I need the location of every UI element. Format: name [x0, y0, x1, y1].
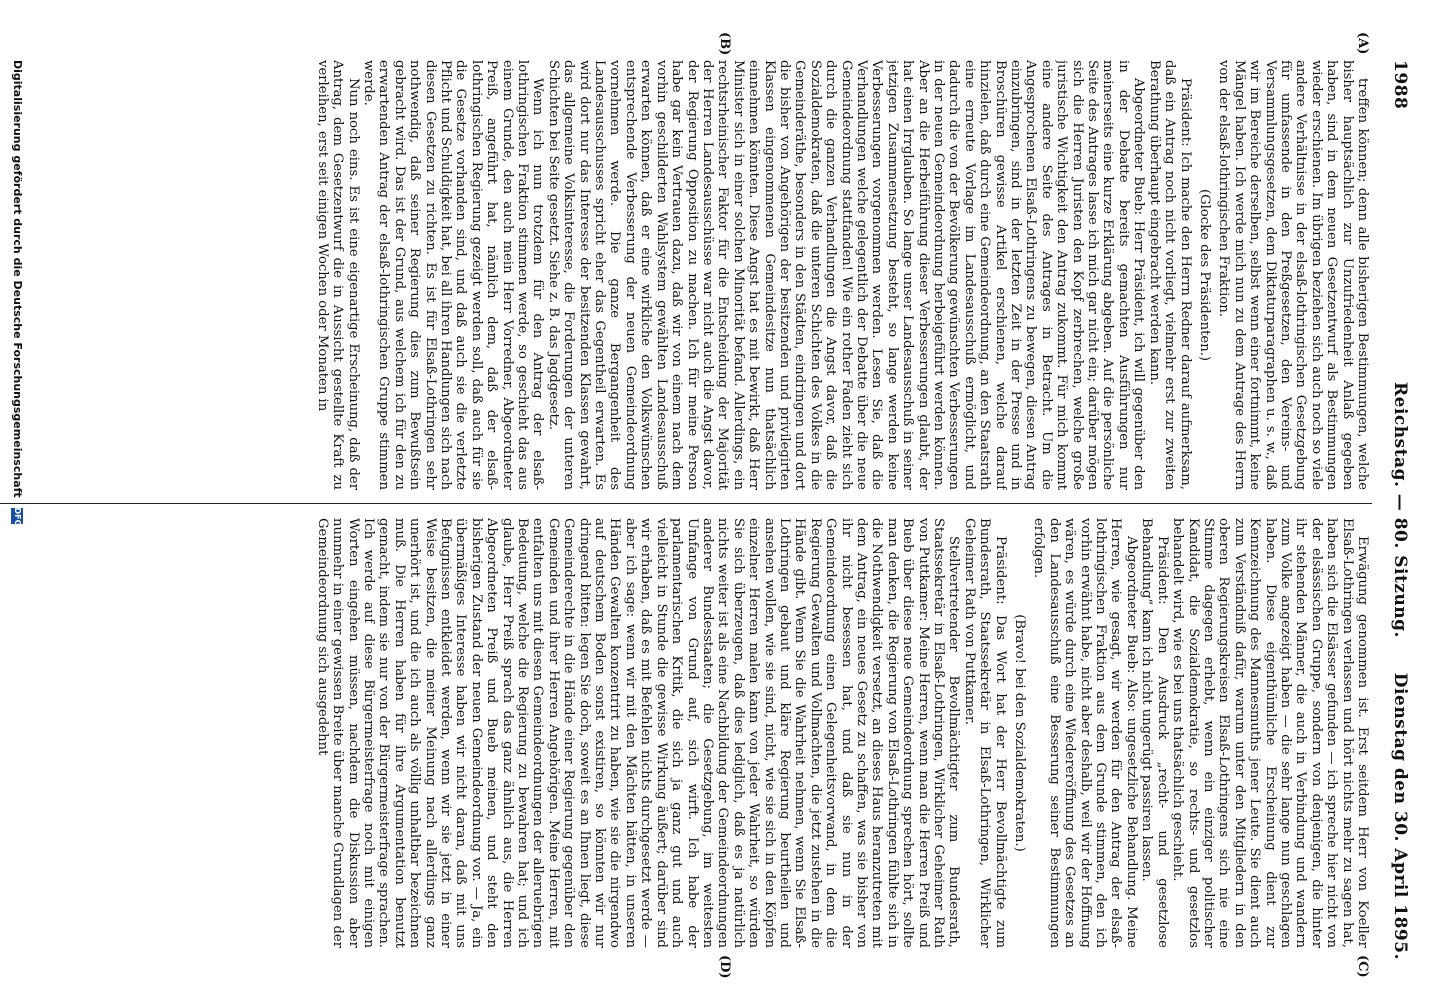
- paragraph: Präsident: Das Wort hat der Herr Bevollmächtigte zum Bundesrath, Staatssekretär in Elsaß-Lothringen, Wirklicher Geheimer Rath von Puttkamer.: [961, 518, 1008, 948]
- margin-marker-d: (D): [717, 955, 732, 979]
- paragraph: Abgeordneter Bueb: Herr Präsident, ich will gegenüber den in der Debatte bereits gemachten Ausführungen nur meinerseits eine kurze Erklärung abgeben. Auf die persönliche Seite des Antrages lasse ich mich gar nicht ein; darüber mögen sich die Herren Juristen den Kopf zerbrechen, welche große juristische Wichtigkeit den Antrag zukommt. Für mich kommt eine andere Seite des Antrages in Betracht. Um die Angesprochenen Elsaß-Lothringens zu bewegen, diesen Antrag einzubringen, sind in der letzten Zeit in der Presse und in Broschüren gewisse Artikel erschienen, welche darauf hinzielen, daß durch eine Gemeindeordnung, an den Staatsrath eine erneute Vorlage im Landesausschuß ermöglicht, und dadurch die von der Bevölkerung gewünschten Verbesserungen in der neuen Gemeindeordnung herbeigeführt werden können. Aber an die Herbeiführung dieser Verbesserungen glaubt, der hat einen Irrglauben. So lange unser Landesausschuß in seiner jetzigen Zusammensetzung besteht, so lange werden keine Verbesserungen vorgenommen werden. Lesen Sie, daß die Verhandlungen welche gelegentlich der Debatte über die neue Gemeindeordnung stattfanden! Wie ein rother Faden zieht sich durch die ganzen Verhandlungen die Angst davor, daß die Sozialdemokraten, daß die unteren Schichten des Volkes in die Gemeinderäthe, besonders in den Städten, eindringen und dort die bisher von Angehörigen der besitzenden und privilegirten Klassen eingenommenen Gemeindesitze nun thatsächlich einnehmen könnten. Diese Angst hat es mit bewirkt, daß Herr Minister sich in einer solchen Minorität befand. Allerdings, ein rechtsrheinischer Faktor für die Entscheidung der Majorität der Herren Landesausschüsse war nicht auch die Angst davor, der Regierung Opposition zu machen. Ich für meine Person habe gar kein Vertrauen dazu, daß wir von einem nach dem vorhin geschilderten Wahlsystem gewählten Landesausschuß erwarten können, daß er eine wirkliche den Volkswünschen entsprechende Verbesserung der neuen Gemeindeordnung vornehmen werde. Die ganze Bergangenheit des Landesausschusses spricht eher das Gegentheil erwarten. Es wird dort nur das Interesse der besitzenden Klassen gewahrt, das allgemeine Volksinteresse, die Forderungen der unteren Schichten bei Seite gesetzt. Siehe z. B. das Jagdgesetz.: [545, 60, 1147, 490]
- paragraph: Präsident: Den Ausdruck „recht- und gesetzlose Behandlung“ kann ich nicht ungerügt passiren lassen.: [1139, 518, 1170, 948]
- paragraph: Abgeordneter Bueb: Also: ungesetzliche Behandlung. Meine Herren, wie gesagt, wir werden für den Antrag der elsaß-lothringischen Fraktion aus dem Grunde stimmen, den ich vorhin erwähnt habe, nicht aber deshalb, weil wir der Hoffnung wären, es würde durch eine Wiedereröffnung des Gesetzes an den Landesausschuß eine Besserung seiner Bestimmungen erfolgen.: [1031, 518, 1139, 948]
- paragraph: Wenn ich nun trotzdem für den Antrag der elsaß-lothringischen Fraktion stimmen werde, so geschieht das aus einem Grunde, den auch mein Herr Vorredner, Abgeordneter Preiß, angeführt hat, nämlich dem, daß der elsaß-lothringischen Regierung gezeigt werden soll, daß auch für sie die Gesetze vorhanden sind, und daß auch sie die verletzte Pflicht und Schuldigkeit hat, bei all ihren Handlungen sich nach diesen Gesetzen zu richten. Es ist für Elsaß-Lothringen sehr nothwendig, daß seiner Regierung dies zum Bewußtsein gebracht wird. Das ist der Grund, aus welchem ich für den zu erwartenden Antrag der elsaß-lothringischen Gruppe stimmen werde.: [361, 60, 546, 490]
- margin-marker-a: (A): [1355, 32, 1370, 55]
- right-text-column: [10, 518, 1370, 948]
- dfg-logo: DFG: [13, 507, 22, 527]
- page-header: [1382, 60, 1410, 960]
- stage-direction: (Bravo! bei den Sozialdemokraten.): [1012, 614, 1028, 852]
- margin-marker-c: (C): [1355, 955, 1370, 978]
- page-number: 1988: [1390, 60, 1410, 110]
- paragraph: Stellvertretender Bevollmächtigter zum Bundesrath, Staatssekretär in Elsaß-Lothringen, Wirklicher Geheimer Rath von Puttkamer: Meine Herren, wenn man die Herren Preiß und Bueb über diese neue Gemeindeordnung sprechen hört, sollte man denken, die Regierung von Elsaß-Lothringen fühlte sich in die Nothwendigkeit versetzt, an dieses Haus heranzutreten mit dem Antrag, ein neues Gesetz zu schaffen, was sie bisher von ihr nicht besessen hat, und daß sie nun in der Gemeindeordnung einen Gelegenheitsvorwand, in dem die Regierung Gewalten und Vollmachten, die jetzt zustehen in die Hände gibt. Wenn Sie die Wahrheit nehmen, wenn Sie Elsaß-Lothringen gebaut und kläre Regierung beurtheilen und ansehen wollen, wie sie sind, nicht, wie sie sich in den Köpfen einzelner Herren malen kann von jeder Wahrheit, so würden Sie sich überzeugen, daß dies lediglich, daß es ja natürlich nichts weiter ist als eine Nachbildung der Gemeindeordnungen anderer Bundesstaaten; die Gesetzgebung, im weitesten Umfange von Grund auf, sich wirft. Ich habe der parlamentarischen Kritik, die sich ja ganz gut und auch vielleicht in Stunde die gewisse Wirkung äußert; darüber sind wir erhaben, daß es mit Befehlen nichts durchgesetzt werde — aber ich sage: wenn wir mit den Mächten hätten, in unseren Händen Gewalten konzentrirt zu haben, wie sie die nirgendwo auf deutschem Boden sonst existiren, so könnten wir nur dringend bitten: legen Sie doch, soweit es an Ihnen liegt, diese Gemeinderechte in die Hände einer Regierung gegenüber den Gemeinden und ihrer Herren Angehörigen. Meine Herren, mit entfalten uns mit diesen Gemeindeordnungen der alleruebrigen Bedeutung, welche die Regierung zu bewahren hat; und ich glaube, Herr Preiß sprach das ganz ähnlich aus, die Herren Abgeordneten Preiß und Bueb meinen, und steht den bisherigen Zustand der neuen Gemeindeordnung vor. — Ja, ein übermäßiges Interesse haben wir nicht daran, daß mit uns Befugnissen entkleidet werden, wenn wir sie jetzt in einer Weise besitzen, die meiner Meinung nach allerdings ganz unerhört ist, und die ich auch als völlig unhaltbar bezeichnen muß. Die Herren haben für ihre Argumentation benutzt gemacht, indem sie nur von der Bürgermeisterfrage sprachen. Ich werde auf diese Bürgermeisterfrage noch mit einigen Worten eingehen müssen, nachdem die Diskussion aber nunmehr in einer gewissen Breite über manche Grundlagen der Gemeindeordnung sich ausgedehnt: [314, 518, 962, 948]
- stage-direction: (Glocke des Präsidenten.): [1196, 188, 1212, 362]
- page-footer: [4, 60, 24, 940]
- session-title: Reichstag. — 80. Sitzung.: [1390, 382, 1410, 638]
- paragraph: Nun noch eins. Es ist eine eigenartige Erscheinung, daß der Antrag, dem Gesetzentwurf die in Aussicht gestellte Kraft zu verleihen, erst seit einigen Wochen oder Monaten in: [314, 60, 361, 490]
- digitization-credit: Digitalisierung gefördert durch die Deutsche Forschungsgemeinschaft: [11, 60, 24, 498]
- paragraph: Erwägung genommen ist. Erst seitdem Herr von Koeller Elsaß-Lothringen verlassen und hört nichts mehr zu sagen hat, haben sich die Elsässer gefunden — ich spreche hier nicht von der elsässischen Gruppe, sondern von denjenigen, die hinter ihr stehenden Männer, die auch in Verbindung und wandern zum Volke angezeigt haben — die sehr lange nun geschlagen haben. Diese eigenthümliche Erscheinung dient zur Kennzeichnung des Mannesmuths jener Leute. Sie dient auch zum Verständniß dafür, warum unter den Mitgliedern in den oberen Regierungskreisen Elsaß-Lothringens sich nie eine Stimme dagegen erhebt, wenn ein einziger politischer Kandidat, die Sozialdemokratie, so rechts- und gesetzlos behandelt wird, wie es bei uns thatsächlich geschieht.: [1170, 518, 1370, 948]
- column-divider: [0, 503, 1372, 504]
- session-date: Dienstag den 30. April 1895.: [1390, 672, 1410, 960]
- paragraph: treffen können; denn alle bisherigen Bestimmungen, welche bisher hauptsächlich zur Unzufriedenheit Anlaß gegeben haben, sind in dem neuen Gesetzentwurf als Bestimmungen wieder erschienen. Im übrigen beziehen sich auch noch so viele andere Verhältnisse in der elsaß-lothringischen Gesetzgebung für umfassende in den Preßgesetzen, den Vereins- und Versammlungsgesetzen, dem Diktaturparagraphen u. s. w., daß wir im Bereiche derselben, selbst wenn einer fortnimmt, keine Mängel haben. Ich werde mich nun zu dem Antrage des Herrn von der elsaß-lothringischen Fraktion.: [1216, 60, 1370, 490]
- left-text-column: [10, 60, 1370, 490]
- paragraph: Präsident: Ich mache den Herrn Redner darauf aufmerksam, daß ein Antrag noch nicht vorliegt, vielmehr erst zur zweiten Berathung überhaupt eingebracht werden kann.: [1146, 60, 1193, 490]
- margin-marker-b: (B): [717, 32, 732, 56]
